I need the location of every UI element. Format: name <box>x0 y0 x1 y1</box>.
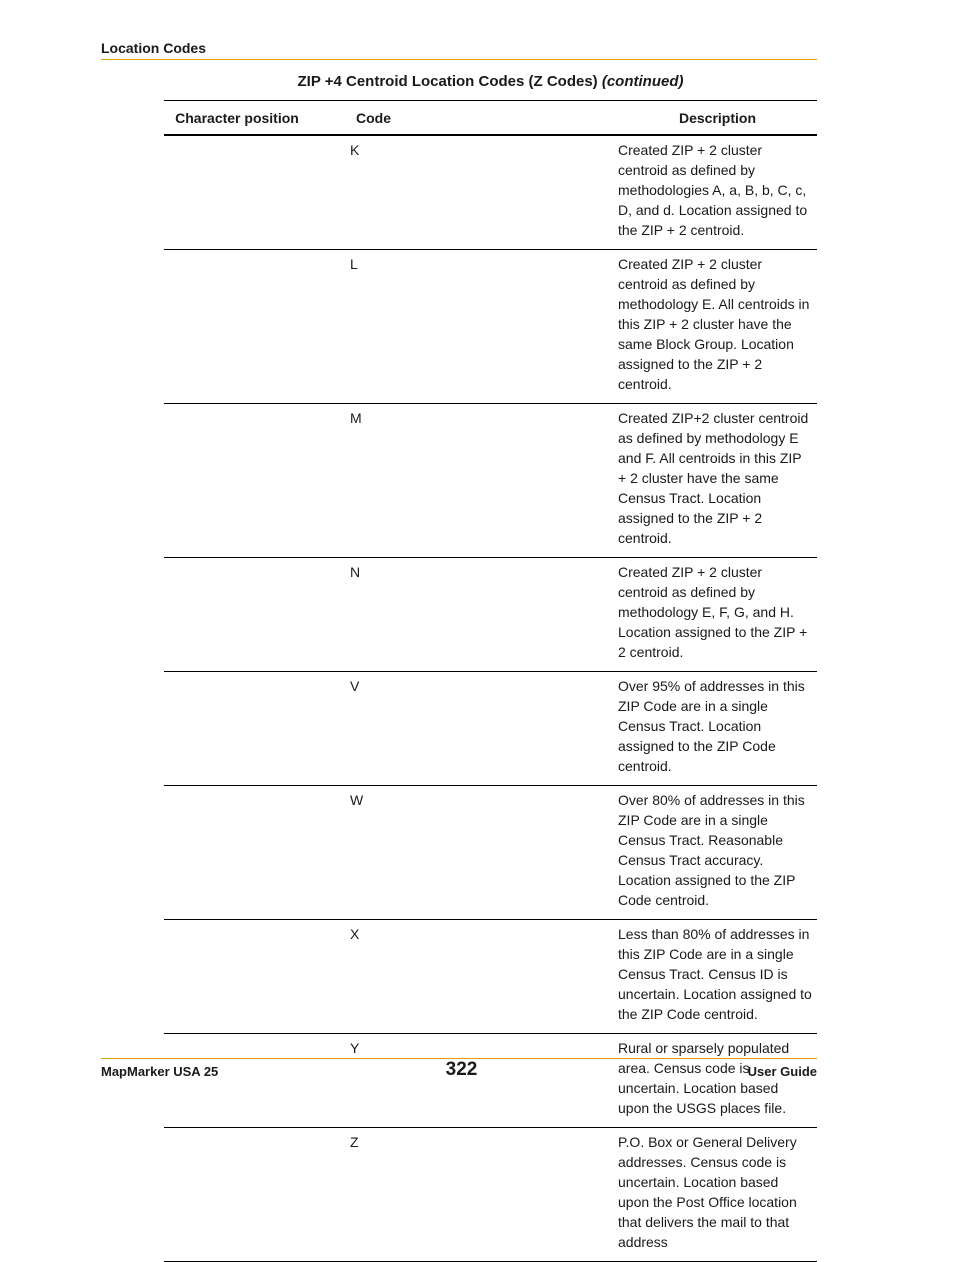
row-description: Created ZIP+2 cluster centroid as defined by methodology E and F. All centroids in this ZIP + 2 cluster have the same Census Tract. Location assigned to the ZIP + 2 centroid. <box>618 404 817 558</box>
row-code: K <box>328 135 618 250</box>
row-description: Created ZIP + 2 cluster centroid as defined by methodology E, F, G, and H. Location assigned to the ZIP + 2 centroid. <box>618 558 817 672</box>
row-description: Less than 80% of addresses in this ZIP Code are in a single Census Tract. Census ID is uncertain. Location assigned to the ZIP Code centroid. <box>618 920 817 1034</box>
column-header-character-position: Character position <box>164 101 328 136</box>
row-code: Z <box>328 1128 618 1262</box>
row-character-position <box>164 1034 328 1128</box>
table-row <box>164 920 817 1034</box>
row-character-position <box>164 920 328 1034</box>
table-title-main: ZIP +4 Centroid Location Codes (Z Codes) <box>297 73 598 90</box>
row-character-position <box>164 135 328 250</box>
table-row <box>164 786 817 920</box>
table-row <box>164 558 817 672</box>
row-code: M <box>328 404 618 558</box>
row-description: Created ZIP + 2 cluster centroid as defined by methodologies A, a, B, b, C, c, D, and d. Location assigned to the ZIP + 2 centroid. <box>618 135 817 250</box>
footer-product-name: MapMarker USA 25 <box>101 1064 219 1079</box>
location-codes-table <box>164 100 817 1262</box>
table-title-continued: (continued) <box>601 73 684 90</box>
table-row <box>164 404 817 558</box>
row-description: Over 80% of addresses in this ZIP Code are in a single Census Tract. Reasonable Census Tract accuracy. Location assigned to the ZIP Code centroid. <box>618 786 817 920</box>
row-description: Created ZIP + 2 cluster centroid as defined by methodology E. All centroids in this ZIP + 2 cluster have the same Block Group. Location assigned to the ZIP + 2 centroid. <box>618 250 817 404</box>
table-row <box>164 250 817 404</box>
header-divider <box>101 59 817 60</box>
table-row <box>164 135 817 250</box>
row-description: Rural or sparsely populated area. Census code is uncertain. Location based upon the USGS places file. <box>618 1034 817 1128</box>
row-character-position <box>164 786 328 920</box>
row-code: W <box>328 786 618 920</box>
table-header-row <box>164 101 817 136</box>
section-title: Location Codes <box>101 40 207 56</box>
row-code: V <box>328 672 618 786</box>
column-header-description: Description <box>618 101 817 136</box>
row-code: L <box>328 250 618 404</box>
row-character-position <box>164 404 328 558</box>
table-row <box>164 1128 817 1262</box>
table-row <box>164 672 817 786</box>
table-title <box>164 73 817 90</box>
row-character-position <box>164 250 328 404</box>
footer-doc-type: User Guide <box>747 1064 817 1079</box>
row-code: X <box>328 920 618 1034</box>
row-code: N <box>328 558 618 672</box>
column-header-code: Code <box>328 101 618 136</box>
row-description: Over 95% of addresses in this ZIP Code are in a single Census Tract. Location assigned to the ZIP Code centroid. <box>618 672 817 786</box>
row-code: Y <box>328 1034 618 1128</box>
row-character-position <box>164 1128 328 1262</box>
row-character-position <box>164 672 328 786</box>
row-description: P.O. Box or General Delivery addresses. Census code is uncertain. Location based upon the Post Office location that delivers the mail to that address <box>618 1128 817 1262</box>
row-character-position <box>164 558 328 672</box>
page-number: 322 <box>445 1059 478 1080</box>
table-body <box>164 135 817 1262</box>
